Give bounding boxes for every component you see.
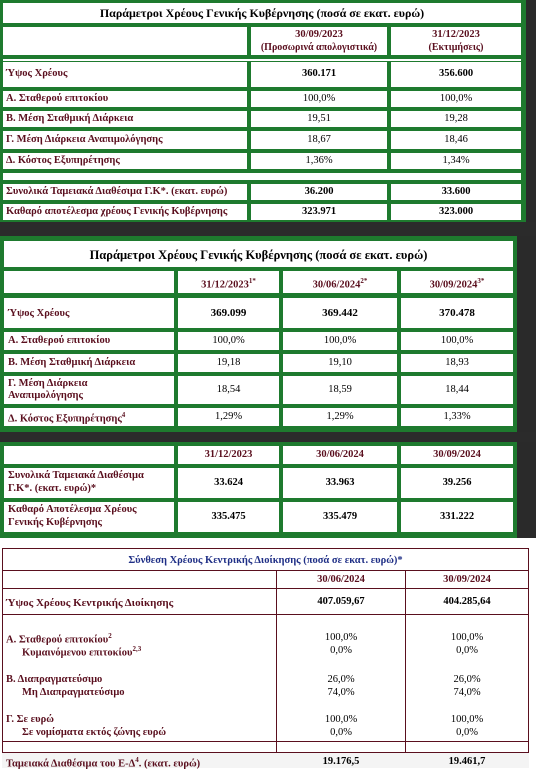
table3-g1-c1: 100,0% — [324, 714, 358, 725]
table3-col2-date: 30/09/2024 — [443, 574, 491, 585]
table3-cash-c1: 19.176,5 — [322, 756, 360, 767]
table2-header-spacer — [4, 271, 174, 293]
table1-d-v1: 1,36% — [305, 155, 333, 166]
table3-title-rule — [2, 570, 529, 571]
table1-a-v1: 100,0% — [302, 93, 336, 104]
table2-col3-date: 30/09/2024 — [429, 279, 478, 291]
table2-right-dark-edge — [517, 236, 536, 538]
table3-right-border — [528, 548, 529, 767]
table3-b2-label: Μη Διαπραγματεύσιμο — [22, 687, 125, 698]
table3-header-rule — [2, 588, 529, 589]
table2-g-c2: 18,59 — [328, 384, 352, 395]
table2-debt-c1: 369.099 — [210, 307, 247, 319]
table2-b-label: Β. Μέση Σταθμική Διάρκεια — [8, 357, 136, 368]
table3-a2-label-sup: 2,3 — [132, 645, 142, 653]
table1-gap-row-2 — [3, 173, 521, 180]
table2-title: Παράμετροι Χρέους Γενικής Κυβέρνησης (ποσά σε εκατ. ευρώ) — [89, 248, 428, 262]
table2-cash-c1: 33.624 — [214, 477, 243, 488]
table2-debt-c2: 369.442 — [322, 307, 358, 319]
table2-d-c2: 1,29% — [326, 411, 354, 422]
table3-g2-c1: 0,0% — [330, 727, 352, 738]
table3-g2-label: Σε νομίσματα εκτός ζώνης ευρώ — [22, 727, 167, 738]
table1-cash-label: Συνολικά Ταμειακά Διαθέσιμα Γ.Κ*. (εκατ. ευρώ) — [6, 186, 228, 197]
table3-cash-label — [6, 756, 200, 770]
table2-d-c3: 1,33% — [443, 411, 471, 422]
table3-b1-label: Β. Διαπραγματεύσιμο — [6, 674, 103, 685]
table3-debt-c2: 404.285,64 — [443, 596, 491, 607]
table3-debt-c1: 407.059,67 — [317, 596, 365, 607]
table1-b-label: Β. Μέση Σταθμική Διάρκεια — [6, 113, 134, 124]
table2-a-c3: 100,0% — [440, 335, 474, 346]
table2-col3-sup: 3* — [477, 277, 485, 285]
table1-b-v2: 19,28 — [444, 113, 468, 124]
table3-a2-c1: 0,0% — [330, 645, 352, 656]
table2-cash-label-line1: Συνολικά Ταμειακά Διαθέσιμα — [8, 470, 144, 481]
table2-debt-label: Ύψος Χρέους — [8, 308, 70, 319]
table1-cash-v1: 36.200 — [304, 186, 334, 197]
table2-col2-date: 30/06/2024 — [312, 279, 361, 291]
table1-debt-v1: 360.171 — [301, 68, 337, 79]
table3-debt-label: Ύψος Χρέους Κεντρικής Διοίκησης — [6, 597, 174, 609]
table1-col1-note: (Προσωρινά απολογιστικά) — [260, 42, 378, 53]
table1-col2-date: 31/12/2023 — [432, 29, 480, 40]
table2-lower-header-spacer — [4, 446, 174, 464]
table3-left-border — [2, 548, 3, 767]
table1-a-label: Α. Σταθερού επιτοκίου — [6, 93, 109, 104]
table3-g1-c2: 100,0% — [450, 714, 484, 725]
table2-a-c2: 100,0% — [323, 335, 357, 346]
table1-b-v1: 19,51 — [307, 113, 331, 124]
table1-col2-note: (Εκτιμήσεις) — [428, 42, 484, 53]
table2-g-label-line2: Αναπιμολόγησης — [8, 390, 83, 401]
table2-debt-c3: 370.478 — [439, 307, 475, 319]
table2-net-c1: 335.475 — [211, 511, 246, 522]
table2-col1-header — [178, 277, 279, 291]
table3-a2-label-text: Κυμαινόμενου επιτοκίου — [22, 647, 133, 659]
table1-debt-label: Ύψος Χρέους — [6, 68, 68, 79]
table2-col1-date: 31/12/2023 — [201, 279, 249, 291]
table2-cash-c2: 33.963 — [325, 477, 355, 488]
table3-a1-c2: 100,0% — [450, 632, 484, 643]
table3-bottom-rule — [2, 741, 529, 742]
table2-d-label-text: Δ. Κόστος Εξυπηρέτησης — [8, 413, 122, 425]
table2-col2-sup: 2* — [360, 277, 368, 285]
table2-g-label-line1: Γ. Μέση Διάρκεια — [8, 378, 88, 389]
table1-net-label: Καθαρό αποτέλεσμα χρέους Γενικής Κυβέρνησης — [6, 206, 228, 217]
table1-gap-row — [3, 59, 521, 61]
table1-g-v1: 18,67 — [307, 134, 331, 145]
table3-g2-c2: 0,0% — [456, 727, 478, 738]
table2-d-label — [8, 411, 125, 425]
table2-d-label-sup: 4 — [121, 411, 126, 419]
table1-title: Παράμετροι Χρέους Γενικής Κυβέρνησης (ποσά σε εκατ. ευρώ) — [99, 6, 425, 20]
table2-a-label: Α. Σταθερού επιτοκίου — [8, 335, 111, 346]
table2-col1-sup: 1* — [248, 277, 256, 285]
table1-col1-date: 30/09/2023 — [295, 29, 343, 40]
table3-a1-c1: 100,0% — [324, 632, 358, 643]
table3-a1-label-sup: 2 — [108, 632, 112, 640]
table2-cash-label-line2: Γ.Κ*. (εκατ. ευρώ)* — [8, 483, 97, 494]
table1-right-dark-edge — [526, 0, 536, 222]
table2-d-c1: 1,29% — [214, 411, 243, 422]
table2-cash-c3: 39.256 — [442, 477, 472, 488]
table3-g1-label: Γ. Σε ευρώ — [6, 714, 54, 725]
table2-g-c3: 18,44 — [445, 384, 469, 395]
table3-col1-date: 30/06/2024 — [317, 574, 365, 585]
table1-header-spacer — [3, 27, 247, 55]
table3-b1-c2: 26,0% — [453, 674, 481, 685]
table2-mid-dark-band — [0, 432, 536, 442]
table2-col3-header — [401, 277, 513, 291]
table3-top-border — [2, 548, 529, 549]
table2-net-label-line2: Γενικής Κυβέρνησης — [8, 517, 102, 528]
table2-b-c1: 19,18 — [216, 357, 241, 368]
table3-b2-c1: 74,0% — [327, 687, 355, 698]
table1-debt-v2: 356.600 — [438, 68, 474, 79]
table2-net-label-line1: Καθαρό Αποτέλεσμα Χρέους — [8, 504, 137, 515]
table2-lower-col2-date: 30/06/2024 — [316, 449, 364, 460]
table3-title: Σύνθεση Χρέους Κεντρικής Διοίκησης (ποσά σε εκατ. ευρώ)* — [128, 555, 403, 566]
table1-d-v2: 1,34% — [442, 155, 470, 166]
table3-a1-label-text: Α. Σταθερού επιτοκίου — [6, 634, 109, 646]
table2-net-c3: 331.222 — [439, 511, 475, 522]
table2-lower-col1-date: 31/12/2023 — [204, 449, 253, 460]
table3-cash-label-sup: 4 — [135, 756, 139, 764]
separator-band — [0, 222, 536, 236]
table3-cash-label-text: Ταμειακά Διαθέσιμα του Ε-Δ — [6, 758, 136, 770]
table2-g-c1: 18,54 — [216, 384, 241, 395]
table3-a2-c2: 0,0% — [456, 645, 478, 656]
table3-b1-c1: 26,0% — [327, 674, 355, 685]
table3-cash-c2: 19.461,7 — [448, 756, 486, 767]
table1-g-v2: 18,46 — [444, 134, 468, 145]
table2-lower-col3-date: 30/09/2024 — [433, 449, 481, 460]
table2-a-c1: 100,0% — [212, 335, 245, 346]
table3-a2-label — [22, 645, 141, 659]
table2-b-c2: 19,10 — [328, 357, 352, 368]
table1-net-v2: 323.000 — [438, 206, 474, 217]
table3-cash-label-tail: . (εκατ. ευρώ) — [138, 758, 201, 770]
table1-g-label: Γ. Μέση Διάρκεια Αναπιμολόγησης — [6, 134, 163, 145]
table3-a1-label — [6, 632, 112, 646]
table1-a-v2: 100,0% — [439, 93, 473, 104]
table2-net-c2: 335.479 — [322, 511, 358, 522]
table1-d-label: Δ. Κόστος Εξυπηρέτησης — [6, 155, 120, 166]
table2-col2-header — [283, 277, 397, 291]
table3-debt-rule — [2, 614, 529, 615]
table1-cash-v2: 33.600 — [441, 186, 471, 197]
table3-b2-c2: 74,0% — [453, 687, 481, 698]
table2-b-c3: 18,93 — [445, 357, 469, 368]
table1-net-v1: 323.971 — [301, 206, 337, 217]
